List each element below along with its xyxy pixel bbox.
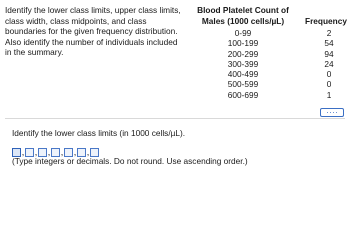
class-header-line-1: Blood Platelet Count of bbox=[197, 5, 289, 15]
class-cell: 500-599 bbox=[227, 79, 259, 90]
class-cell: 300-399 bbox=[227, 58, 259, 69]
frequency-cell: 54 bbox=[324, 38, 334, 49]
separator-comma: , bbox=[21, 147, 25, 157]
table-row bbox=[183, 79, 348, 89]
separator-comma: , bbox=[73, 147, 77, 157]
frequency-cell: 0 bbox=[326, 79, 332, 90]
table-body bbox=[183, 28, 348, 100]
class-cell: 200-299 bbox=[227, 48, 259, 59]
class-header-line-2: Males (1000 cells/µL) bbox=[201, 15, 285, 26]
answer-hint: (Type integers or decimals. Do not round. Use ascending order.) bbox=[12, 156, 248, 166]
problem-instructions: Identify the lower class limits, upper class limits, class width, class midpoints, and class boundaries for the given frequency distribution. Also identify the number of individuals included in the summary. bbox=[5, 5, 181, 58]
separator-comma: , bbox=[86, 147, 90, 157]
separator-comma: , bbox=[34, 147, 38, 157]
frequency-column-header bbox=[305, 16, 350, 27]
class-cell: 400-499 bbox=[227, 69, 259, 80]
question-text: Identify the lower class limits (in 1000 cells/µL). bbox=[12, 128, 186, 138]
section-divider bbox=[5, 118, 345, 119]
frequency-cell: 94 bbox=[324, 48, 334, 59]
frequency-cell: 2 bbox=[326, 28, 332, 38]
class-column-header bbox=[183, 5, 303, 26]
class-cell: 0-99 bbox=[234, 28, 252, 38]
frequency-cell: 24 bbox=[324, 58, 334, 69]
table-row bbox=[183, 90, 348, 100]
separator-comma: , bbox=[47, 147, 51, 157]
frequency-cell: 0 bbox=[326, 69, 332, 80]
table-row bbox=[183, 59, 348, 69]
class-cell: 600-699 bbox=[227, 89, 259, 100]
table-row bbox=[183, 38, 348, 48]
frequency-cell: 1 bbox=[326, 89, 332, 100]
frequency-header-label: Frequency bbox=[305, 15, 347, 26]
class-cell: 100-199 bbox=[227, 38, 259, 49]
separator-comma: , bbox=[60, 147, 64, 157]
table-row bbox=[183, 49, 348, 59]
table-row bbox=[183, 28, 348, 38]
table-row bbox=[183, 69, 348, 79]
more-dots-icon[interactable] bbox=[320, 108, 344, 117]
